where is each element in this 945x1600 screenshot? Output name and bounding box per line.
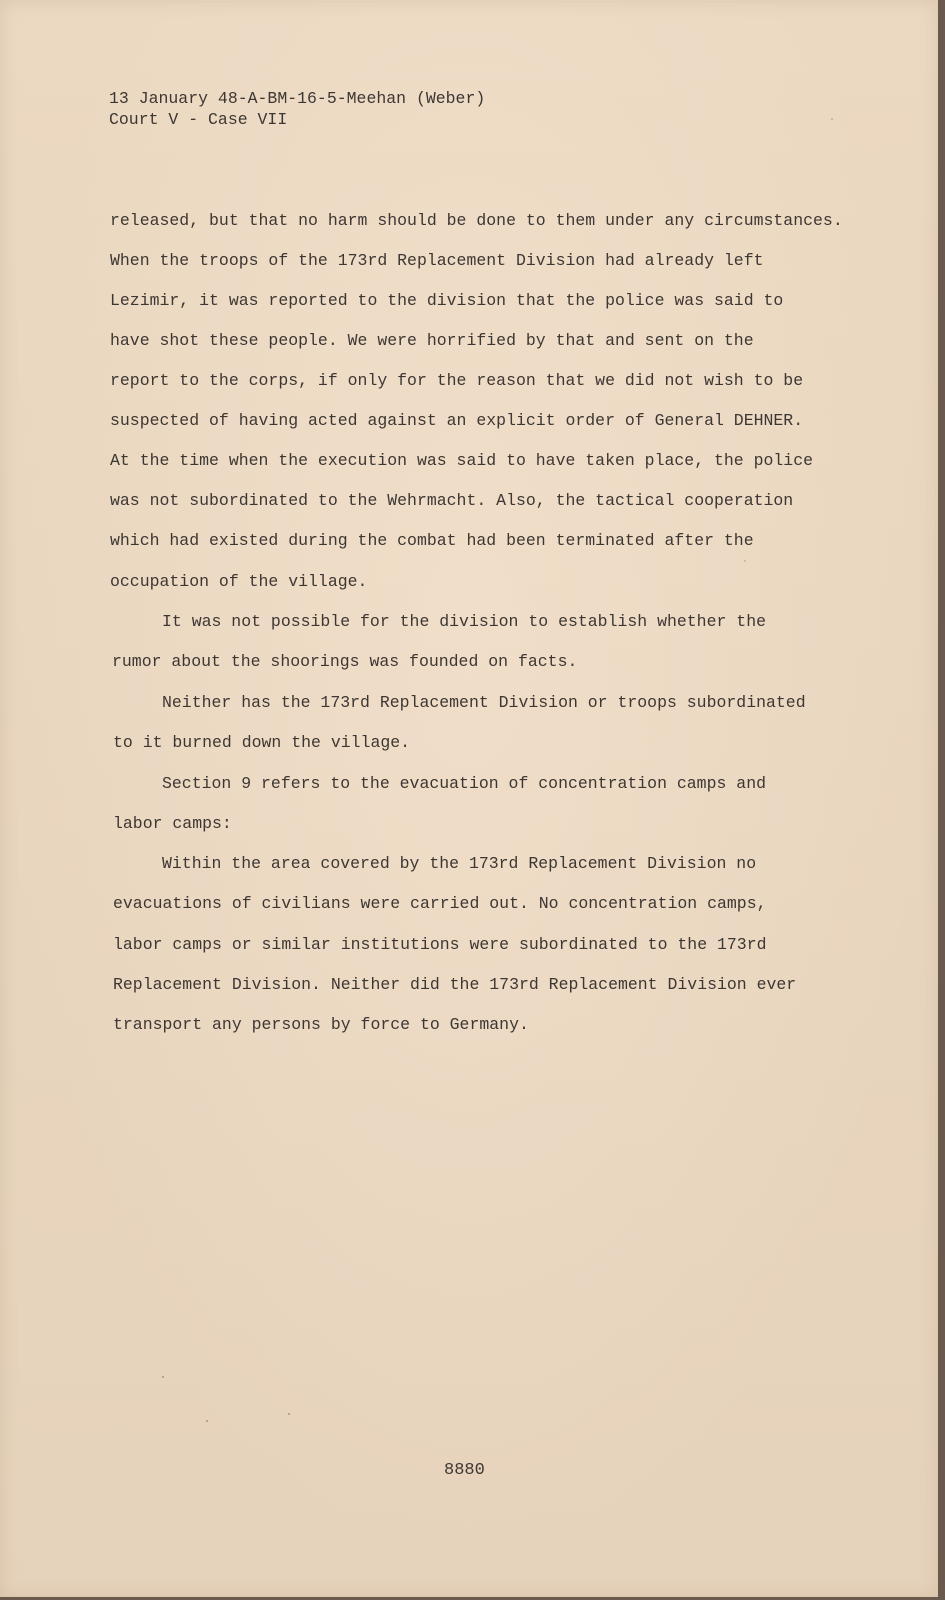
body-line: was not subordinated to the Wehrmacht. Also, the tactical cooperation: [110, 491, 794, 510]
body-line: Replacement Division. Neither did the 173rd Replacement Division ever: [113, 975, 797, 994]
header-court-case: Court V - Case VII: [109, 110, 288, 129]
paragraph-first-line: Within the area covered by the 173rd Replacement Division no: [162, 854, 757, 873]
body-line: Lezimir, it was reported to the division that the police was said to: [110, 291, 784, 310]
body-line: labor camps or similar institutions were subordinated to the 173rd: [113, 935, 767, 954]
body-line: At the time when the execution was said to have taken place, the police: [110, 451, 814, 470]
body-line: When the troops of the 173rd Replacement Division had already left: [110, 251, 764, 270]
body-line: which had existed during the combat had been terminated after the: [110, 531, 754, 550]
body-line: rumor about the shoorings was founded on facts.: [112, 652, 578, 671]
page-number: 8880: [444, 1461, 485, 1480]
header-date-reference: 13 January 48-A-BM-16-5-Meehan (Weber): [109, 89, 486, 108]
body-line: evacuations of civilians were carried out. No concentration camps,: [113, 894, 767, 913]
body-line: report to the corps, if only for the reason that we did not wish to be: [110, 371, 804, 390]
body-line: to it burned down the village.: [113, 733, 411, 752]
body-line: transport any persons by force to Germany.: [113, 1015, 529, 1034]
body-line: have shot these people. We were horrified by that and sent on the: [110, 331, 754, 350]
paragraph-first-line: It was not possible for the division to establish whether the: [162, 612, 766, 631]
body-line: suspected of having acted against an explicit order of General DEHNER.: [110, 411, 804, 430]
body-line: occupation of the village.: [110, 572, 368, 591]
paragraph-first-line: Neither has the 173rd Replacement Division or troops subordinated: [162, 693, 806, 712]
body-line: released, but that no harm should be done to them under any circumstances.: [110, 211, 843, 230]
body-line: labor camps:: [113, 814, 232, 833]
paragraph-first-line: Section 9 refers to the evacuation of concentration camps and: [162, 774, 766, 793]
